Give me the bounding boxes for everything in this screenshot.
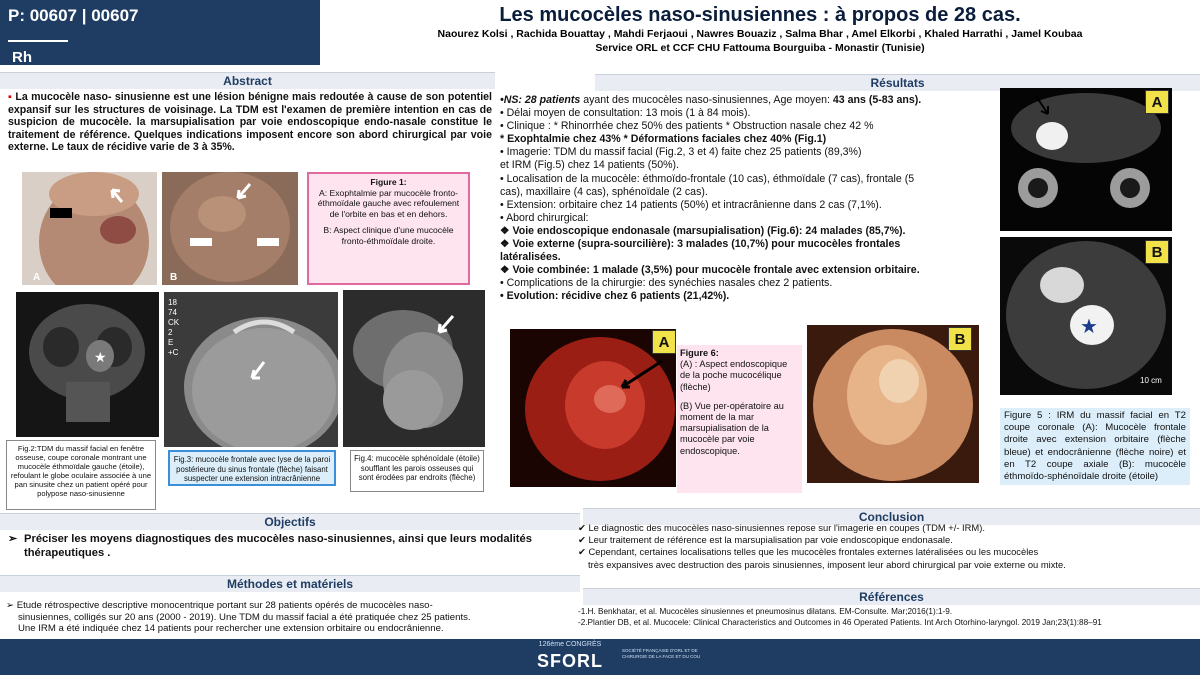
mri-scale: 10 cm [1140,376,1162,385]
methods-line: sinusiennes, colligés sur 20 ans (2000 - 2019). Une TDM du massif facial a été pratiquée chez 25 patients. [18,611,471,623]
figure6-a: (A) : Aspect endoscopique de la poche mucocélique (flèche) [680,359,788,392]
results-line: ❖ Voie endoscopique endonasale (marsupialisation) (Fig.6): 24 malades (85,7%). [500,224,906,237]
bullet-icon: ▪ [8,91,16,103]
figure1-title: Figure 1: [370,177,407,187]
ct-scan-sphenoid [343,290,485,447]
abstract-text [8,91,492,154]
objectives-body: Préciser les moyens diagnostiques des mucocèles naso-sinusiennes, ainsi que leurs modalités thérapeutiques . [24,533,532,559]
figure3-caption: Fig.3: mucocèle frontale avec lyse de la paroi postérieure du sinus frontale (flèche) faisant suspecter une extension intracrânienne [168,450,336,486]
results-line: ❖ Voie combinée: 1 malade (3,5%) pour mucocèle frontale avec extension orbitaire. [500,264,920,277]
congress-label: 126ème CONGRÈS [538,641,602,648]
authors: Naourez Kolsi , Rachida Bouattay , Mahdi Ferjaoui , Nawres Bouaziz , Salma Bhar , Amel Elkorbi , Khaled Harrathi , Jamel Koubaa [437,28,1083,40]
conclusion-line: très expansives avec destruction des parois sinusiennes, imposent leur abord chirurgical par voie externe ou mixte. [588,558,1066,570]
results-line: ayant des mucocèles naso-sinusiennes, Age moyen: [580,94,833,106]
arrow-bullet-icon: ➢ [6,600,17,611]
conclusion-list [578,522,1198,571]
photo-a-drawing [22,172,157,285]
ct-scan-coronal [16,292,159,437]
society-name: SOCIÉTÉ FRANÇAISE D'ORL ET DE CHIRURGIE DE LA FACE ET DU COU [622,648,701,659]
references-list [578,607,1198,628]
check-icon: ✔ [578,522,589,533]
methods-line: Etude rétrospective descriptive monocentrique portant sur 28 patients opérés de mucocèles naso- [16,600,433,611]
sforl-logo: SFORL [537,651,603,671]
figure1-a: A: Exophtalmie par mucocèle fronto-éthmoïdale gauche avec refoulement de l'orbite en bas et en dehors. [317,187,460,219]
endoscopy-label-a: A [652,330,676,354]
ct-coronal-drawing [16,292,159,437]
photo-b-drawing [162,172,298,285]
methods-heading: Méthodes et matériels [0,575,580,592]
results-line: • Evolution: récidive chez 6 patients (21,42%). [500,290,730,303]
photo-b-label: B [170,272,178,283]
results-line: * Exophtalmie chez 43% * Déformations faciales chez 40% (Fig.1) [500,133,827,146]
results-line: • Extension: orbitaire chez 14 patients (50%) et intracrânienne dans 2 cas (7,1%). [500,198,882,211]
results-line: • Délai moyen de consultation: 13 mois (1 à 84 mois). [500,107,751,120]
mri-label-b: B [1145,240,1169,264]
results-line: • Imagerie: TDM du massif facial (Fig.2, 3 et 4) faite chez 25 patients (89,3%) [500,146,862,159]
figure1-caption [307,172,470,285]
figure4-caption: Fig.4: mucocèle sphénoïdale (étoile) soufflant les parois osseuses qui sont érodées par endroits (flèche) [350,450,484,492]
results-line: cas), maxillaire (4 cas), sphénoïdale (2 cas). [500,185,708,198]
conclusion-line: Cependant, certaines localisations telles que les mucocèles frontales externes latéralisées ou les mucocèles [588,546,1039,558]
results-line: • Clinique : * Rhinorrhée chez 50% des patients * Obstruction nasale chez 42 % [500,120,874,133]
reference-item: -1.H. Benkhatar, et al. Mucocèles sinusiennes et pneumosinus dilatans. EM-Consulte. Mar;2016(1):1-9. [578,607,953,616]
methods-text [6,600,576,635]
endoscopy-label-b: B [948,327,972,351]
objectives-text [8,533,573,560]
results-line: ❖ Voie externe (supra-sourcilière): 3 malades (10,7%) pour mucocèles frontales [500,238,901,251]
conclusion-line: Leur traitement de référence est la marsupialisation par voie endoscopique endonasale. [588,534,953,546]
poster-title: Les mucocèles naso-sinusiennes : à propos de 28 cas. [499,4,1021,26]
methods-line: Une IRM a été indiquée chez 14 patients pour rechercher une extension orbitaire ou endocrânienne. [18,623,444,635]
figure5-caption: Figure 5 : IRM du massif facial en T2 coupe coronale (A): Mucocèle frontale droite avec extension orbitaire (flèche bleue) et endocrânienne (flèche noire) et en T2 coupe axiale (B): mucocèle éthmoïdo-sphénoïdale droite (étoile) [1000,408,1190,485]
affiliation: Service ORL et CCF CHU Fattouma Bourguiba - Monastir (Tunisie) [595,42,925,54]
results-list [500,94,1000,304]
results-line: • Localisation de la mucocèle: éthmoïdo-frontale (10 cas), éthmoïdale (7 cas), frontale (5 [500,172,915,185]
results-line: •NS: 28 patients [500,94,581,106]
results-line: latéralisées. [500,251,561,264]
ct-frontal-drawing [164,292,338,447]
abstract-heading: Abstract [0,72,495,89]
figure6-caption [677,345,802,493]
ct-sphenoid-drawing [343,290,485,447]
check-icon: ✔ [578,534,589,546]
photo-a-label: A [33,272,41,283]
svg-text:★: ★ [94,350,107,366]
clinical-photo-a [22,172,157,285]
arrow-bullet-icon: ➢ [8,533,18,545]
results-line: et IRM (Fig.5) chez 14 patients (50%). [500,159,679,172]
poster-id: P: 00607 | 00607 [8,6,139,25]
results-heading: Résultats [595,74,1200,91]
objectives-heading: Objectifs [0,513,580,530]
reference-item: -2.Plantier DB, et al. Mucocele: Clinical Characteristics and Outcomes in 46 Operated Patients. Int Arch Otorhino-laryngol. 2019 Jan;23(1):88–91 [578,617,1102,627]
ct-scan-frontal [164,292,338,447]
references-heading: Références [583,588,1200,605]
results-line: 43 ans (5-83 ans). [832,94,922,106]
ct-metadata: 18 74 CK 2 E +C [168,298,180,357]
results-line: • Abord chirurgical: [500,211,589,224]
figure1-b: B: Aspect clinique d'une mucocèle fronto-éthmoïdale droite. [323,225,454,246]
conclusion-line: Le diagnostic des mucocèles naso-sinusiennes repose sur l'imagerie en coupes (TDM +/- IRM). [588,522,985,533]
abstract-body: La mucocèle naso- sinusienne est une lésion bénigne mais redoutée à cause de son potentiel expansif sur les structures de voisinage. La TDM est l'examen de première intention en cas de suspicion de mucocèle. la marsupialisation par voie endoscopique endo-nasale constitue le traitement de référence. Quelques indications imposent encore son abord chirurgical par voie externe. Le taux de récidive varie de 3 à 35%. [8,91,492,154]
conclusion-heading: Conclusion [583,508,1200,525]
figure2-caption: Fig.2:TDM du massif facial en fenêtre osseuse, coupe coronale montrant une mucocèle éthmoïdale gauche (étoile), refoulant le globe oculaire associée à une pan sinusite chez un patient opéré pour polypose naso-sinusienne [6,440,156,510]
clinical-photo-b [162,172,298,285]
results-line: • Complications de la chirurgie: des synéchies nasales chez 2 patients. [500,277,833,290]
divider [8,40,68,42]
figure6-title: Figure 6: [680,348,719,358]
check-icon: ✔ [578,546,589,558]
section-code: Rh [12,49,32,66]
svg-text:★: ★ [1080,314,1098,338]
mri-label-a: A [1145,90,1169,114]
figure6-b: (B) Vue per-opératoire au moment de la mar marsupialisation de la mucocèle par voie endoscopique. [680,400,784,456]
